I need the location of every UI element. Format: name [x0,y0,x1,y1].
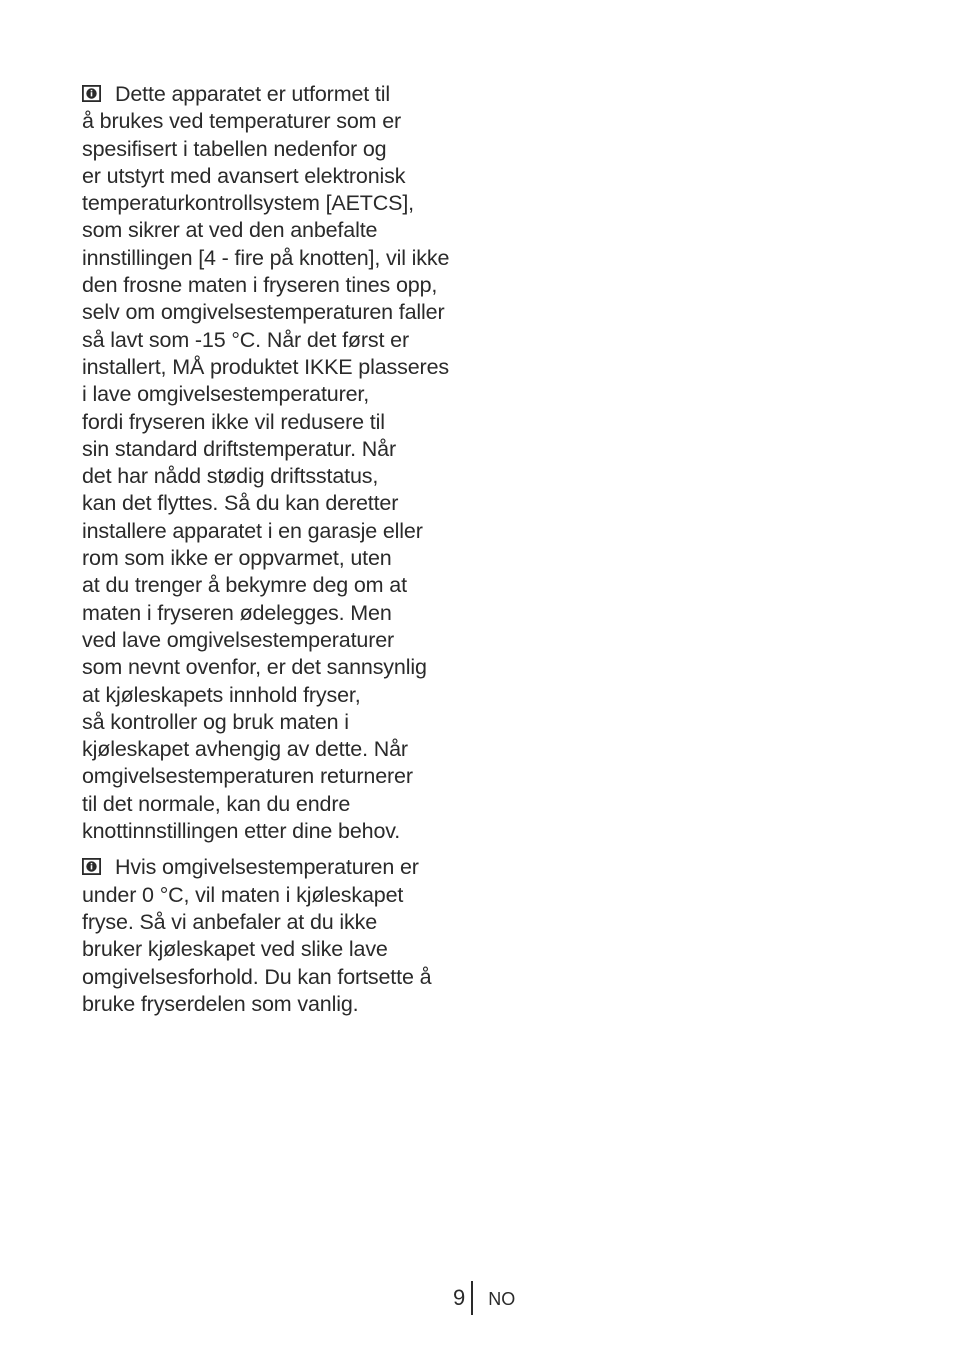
text-line: knottinnstillingen etter dine behov. [82,819,401,844]
text-line-content: Dette apparatet er utformet til [115,82,390,106]
text-line: spesifisert i tabellen nedenfor og [82,136,387,161]
text-line: i lave omgivelsestemperaturer, [82,382,370,407]
text-line: omgivelsesforhold. Du kan fortsette å [82,964,432,989]
paragraph-1 [82,81,482,845]
text-line: ved lave omgivelsestemperaturer [82,627,395,652]
text-line: temperaturkontrollsystem [AETCS], [82,191,414,216]
text-line: som sikrer at ved den anbefalte [82,218,378,243]
text-line: innstillingen [4 - fire på knotten], vil ikke [82,245,450,270]
text-line: installert, MÅ produktet IKKE plasseres [82,354,449,379]
page-footer [453,1281,515,1315]
text-line: så lavt som -15 °C. Når det først er [82,327,409,352]
text-line: det har nådd stødig driftsstatus, [82,464,379,489]
text-line: som nevnt ovenfor, er det sannsynlig [82,655,427,680]
text-line: sin standard driftstemperatur. Når [82,436,396,461]
text-line [82,81,482,108]
text-line: fordi fryseren ikke vil redusere til [82,409,385,434]
text-line: fryse. Så vi anbefaler at du ikke [82,909,378,934]
text-line: under 0 °C, vil maten i kjøleskapet [82,882,404,907]
text-line: rom som ikke er oppvarmet, uten [82,546,392,571]
text-line: til det normale, kan du endre [82,791,351,816]
text-line: er utstyrt med avansert elektronisk [82,163,406,188]
text-line: å brukes ved temperaturer som er [82,109,402,134]
text-line: kan det flyttes. Så du kan deretter [82,491,399,516]
text-line: selv om omgivelsestemperaturen faller [82,300,445,325]
text-line: omgivelsestemperaturen returnerer [82,764,413,789]
text-line: kjøleskapet avhengig av dette. Når [82,737,408,762]
text-line: bruker kjøleskapet ved slike lave [82,937,388,962]
text-line: den frosne maten i fryseren tines opp, [82,273,438,298]
text-line-content: Hvis omgivelsestemperaturen er [115,855,419,880]
text-line: maten i fryseren ødelegges. Men [82,600,392,625]
text-line [82,854,482,881]
text-line: bruke fryserdelen som vanlig. [82,991,359,1016]
text-line: at du trenger å bekymre deg om at [82,573,407,598]
main-text-column [82,81,482,1018]
page-number: 9 [453,1285,466,1310]
text-line: installere apparatet i en garasje eller [82,518,423,543]
info-icon [82,858,101,875]
text-line: så kontroller og bruk maten i [82,709,349,734]
language-code: NO [488,1289,516,1309]
paragraph-2 [82,854,482,1018]
text-line: at kjøleskapets innhold fryser, [82,682,361,707]
info-icon [82,85,101,102]
